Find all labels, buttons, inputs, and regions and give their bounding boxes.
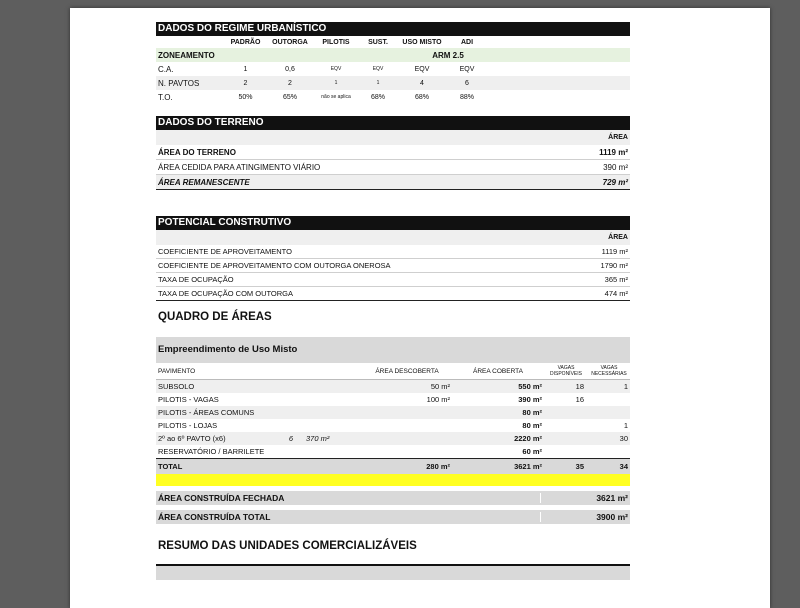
- regime-row-label: T.O.: [158, 92, 173, 102]
- quadro-row-descoberta: 50 m²: [430, 382, 450, 391]
- quadro-title: QUADRO DE ÁREAS: [158, 311, 272, 323]
- quadro-row-vagas-nec: 1: [623, 382, 628, 391]
- terreno-row: [156, 145, 630, 160]
- potencial-row-label: TAXA DE OCUPAÇÃO COM OUTORGA: [158, 289, 294, 298]
- quadro-total-vagas-disp: 35: [575, 462, 584, 471]
- regime-value: 1: [243, 65, 248, 73]
- regime-header-uso-misto: USO MISTO: [402, 38, 442, 46]
- quadro-row-label: RESERVATÓRIO / BARRILETE: [158, 447, 265, 456]
- quadro-row-mult: 6: [288, 434, 294, 443]
- quadro-rows: [156, 380, 630, 458]
- quadro-header-descoberta: ÁREA DESCOBERTA: [375, 367, 439, 375]
- quadro-header-vagas-disp: VAGAS DISPONÍVEIS: [550, 365, 582, 377]
- regime-value: 65%: [282, 93, 297, 101]
- potencial-row: [156, 259, 630, 273]
- area-fechada-row: [156, 491, 630, 505]
- quadro-row: [156, 432, 630, 445]
- regime-value: 2: [288, 79, 292, 87]
- quadro-row-vagas-disp: 18: [575, 382, 584, 391]
- quadro-row-coberta: 550 m²: [518, 382, 542, 391]
- regime-value: 88%: [459, 93, 474, 101]
- regime-header-pilotis: PILOTIS: [322, 38, 350, 46]
- regime-row-label: C.A.: [158, 64, 174, 74]
- regime-value: 0,6: [285, 65, 295, 73]
- regime-header-outorga: OUTORGA: [272, 38, 308, 46]
- regime-value: 68%: [414, 93, 429, 101]
- potencial-row-value: 1119 m²: [601, 247, 628, 256]
- potencial-row: [156, 245, 630, 259]
- quadro-row-label: SUBSOLO: [158, 382, 195, 391]
- quadro-row-coberta: 80 m²: [522, 408, 542, 417]
- highlight-bar: [156, 474, 630, 486]
- quadro-row-coberta: 60 m²: [522, 447, 542, 456]
- resumo-header-bar: [156, 564, 630, 580]
- regime-value: EQV: [414, 65, 430, 73]
- terreno-row: [156, 160, 630, 175]
- quadro-total-descoberta: 280 m²: [426, 462, 450, 471]
- quadro-row-vagas-nec: 1: [623, 421, 628, 430]
- quadro-row-vagas-disp: 16: [575, 395, 584, 404]
- quadro-row: [156, 419, 630, 432]
- potencial-col-area: ÁREA: [608, 234, 628, 241]
- quadro-header-row: [156, 363, 630, 380]
- quadro-row-coberta: 390 m²: [518, 395, 542, 404]
- area-total-row: [156, 510, 630, 524]
- potencial-row-value: 474 m²: [604, 289, 628, 298]
- regime-value: não se aplica: [321, 94, 351, 100]
- quadro-total-label: TOTAL: [158, 462, 183, 471]
- area-total-value: 3900 m²: [540, 512, 630, 522]
- quadro-row-descoberta: 100 m²: [426, 395, 450, 404]
- terreno-row-value: 390 m²: [603, 162, 628, 172]
- zoneamento-row: [156, 48, 630, 62]
- terreno-header-row: [156, 130, 630, 145]
- regime-value: 68%: [370, 93, 385, 101]
- quadro-header-coberta: ÁREA COBERTA: [473, 367, 523, 375]
- potencial-row-label: COEFICIENTE DE APROVEITAMENTO COM OUTORGA ONEROSA: [158, 261, 391, 270]
- regime-value: EQV: [372, 66, 384, 72]
- zoneamento-value: ARM 2.5: [432, 50, 464, 60]
- regime-value: 50%: [238, 93, 253, 101]
- quadro-row: [156, 393, 630, 406]
- quadro-row-vagas-nec: 30: [619, 434, 628, 443]
- regime-value: EQV: [330, 66, 342, 72]
- potencial-row-label: TAXA DE OCUPAÇÃO: [158, 275, 234, 284]
- regime-header-row: [156, 36, 630, 48]
- regime-value: EQV: [459, 65, 475, 73]
- area-fechada-value: 3621 m²: [540, 493, 630, 503]
- quadro-row-coberta: 80 m²: [522, 421, 542, 430]
- regime-value: 1: [376, 80, 380, 86]
- quadro-row: [156, 406, 630, 419]
- quadro-row-label: PILOTIS - LOJAS: [158, 421, 218, 430]
- quadro-subtitle: Empreendimento de Uso Misto: [156, 337, 630, 363]
- terreno-row: [156, 175, 630, 190]
- quadro-total-vagas-nec: 34: [619, 462, 628, 471]
- regime-row-npavtos: [156, 76, 630, 90]
- quadro-row: [156, 380, 630, 393]
- terreno-row-label: ÁREA DO TERRENO: [158, 147, 236, 157]
- regime-header-padrao: PADRÃO: [230, 38, 261, 46]
- area-fechada-label: ÁREA CONSTRUÍDA FECHADA: [158, 493, 285, 503]
- potencial-row-label: COEFICIENTE DE APROVEITAMENTO: [158, 247, 292, 256]
- potencial-row: [156, 287, 630, 301]
- resumo-title: RESUMO DAS UNIDADES COMERCIALIZÁVEIS: [158, 540, 417, 552]
- terreno-row-value: 729 m²: [602, 177, 628, 187]
- quadro-row-mult-area: 370 m²: [306, 434, 330, 443]
- regime-title: DADOS DO REGIME URBANÍSTICO: [156, 22, 630, 36]
- regime-row-label: N. PAVTOS: [158, 78, 200, 88]
- regime-value: 6: [465, 79, 469, 87]
- quadro-row-label: PILOTIS - ÁREAS COMUNS: [158, 408, 255, 417]
- quadro-row-label: PILOTIS - VAGAS: [158, 395, 219, 404]
- potencial-row: [156, 273, 630, 287]
- quadro-header-pavimento: PAVIMENTO: [158, 367, 196, 375]
- area-total-label: ÁREA CONSTRUÍDA TOTAL: [158, 512, 271, 522]
- regime-row-to: [156, 90, 630, 104]
- quadro-row-label: 2º ao 6º PAVTO (x6): [158, 434, 226, 443]
- quadro-row-coberta: 2220 m²: [514, 434, 542, 443]
- zoneamento-label: ZONEAMENTO: [158, 50, 215, 60]
- potencial-row-value: 1790 m²: [600, 261, 628, 270]
- terreno-title: DADOS DO TERRENO: [156, 116, 630, 130]
- potencial-title: POTENCIAL CONSTRUTIVO: [156, 216, 630, 230]
- regime-header-adi: ADI: [460, 38, 474, 46]
- regime-header-sust: SUST.: [368, 38, 388, 46]
- quadro-header-vagas-nec: VAGAS NECESSÁRIAS: [591, 365, 627, 377]
- quadro-row: [156, 445, 630, 458]
- regime-value: 4: [420, 79, 424, 87]
- terreno-col-area: ÁREA: [608, 134, 628, 141]
- potencial-row-value: 365 m²: [604, 275, 628, 284]
- regime-value: 1: [334, 80, 338, 86]
- regime-row-ca: [156, 62, 630, 76]
- terreno-row-label: ÁREA CEDIDA PARA ATINGIMENTO VIÁRIO: [158, 162, 321, 172]
- quadro-total-row: [156, 458, 630, 474]
- document-content: [156, 22, 630, 580]
- terreno-row-value: 1119 m²: [599, 147, 628, 157]
- terreno-row-label: ÁREA REMANESCENTE: [158, 177, 250, 187]
- quadro-total-coberta: 3621 m²: [514, 462, 542, 471]
- potencial-header-row: [156, 230, 630, 245]
- regime-value: 2: [243, 79, 248, 87]
